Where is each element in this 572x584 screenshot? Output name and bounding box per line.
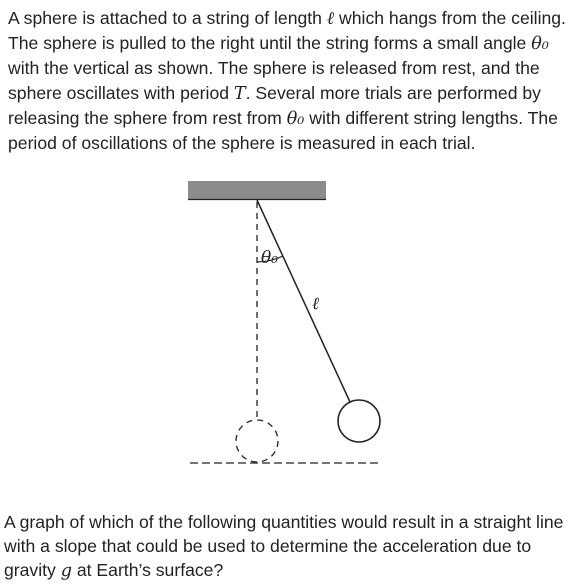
- angle-symbol-2: θ₀: [286, 108, 305, 129]
- angle-label: θ₀: [261, 248, 279, 268]
- length-symbol: ℓ: [326, 9, 335, 29]
- question-text-2: at Earth’s surface?: [71, 560, 224, 581]
- period-symbol: T: [233, 83, 246, 104]
- ceiling: [188, 181, 326, 199]
- sphere-rest-position: [236, 420, 278, 462]
- length-label: ℓ: [312, 294, 320, 314]
- intro-text-3: with the vertical as shown. The sphere is released from rest, and the sphere oscillates with period: [8, 58, 540, 103]
- intro-text-2: which hangs from the ceiling. The sphere is pulled to the right until the string forms a small angle: [8, 8, 566, 54]
- intro-text-1: A sphere is attached to a string of length: [8, 8, 327, 28]
- intro-text-4: . Several more trials are performed by releasing the sphere from rest from: [8, 82, 541, 128]
- gravity-symbol: g: [60, 561, 72, 582]
- problem-question: [4, 510, 570, 584]
- angle-symbol: θ₀: [531, 34, 549, 55]
- sphere-displaced: [338, 400, 380, 442]
- intro-text-5: with different string lengths. The period of oscillations of the sphere is measured in each trial.: [8, 107, 558, 154]
- question-text-1: A graph of which of the following quantities would result in a straight line with a slope that could be used to determine the acceleration due to gravity: [4, 512, 564, 581]
- pendulum-string: [257, 200, 350, 402]
